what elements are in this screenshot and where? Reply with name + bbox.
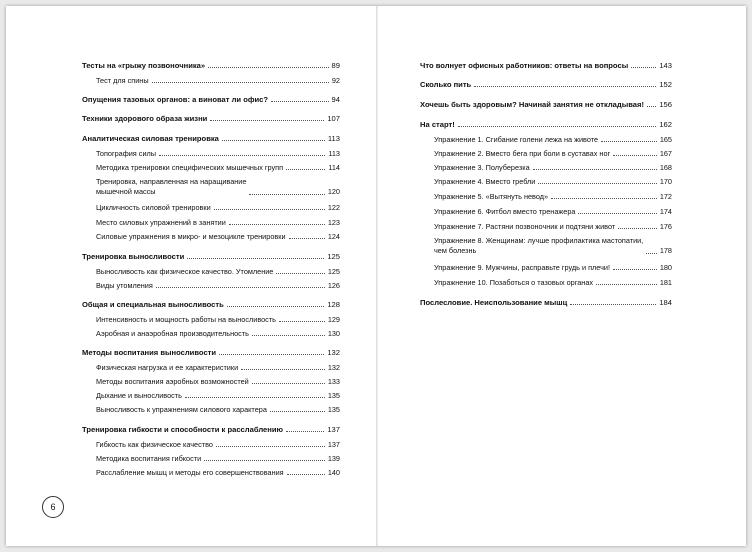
toc-entry-page: 168 [659, 163, 672, 172]
toc-entry-page: 133 [327, 377, 340, 386]
toc-entry-page: 129 [327, 315, 340, 324]
toc-entry-page: 120 [327, 187, 340, 196]
toc-entry [82, 232, 340, 241]
toc-entry [82, 440, 340, 449]
toc-entry-page: 113 [327, 134, 340, 143]
toc-entry-title: Цикличность силовой тренировки [96, 203, 211, 212]
toc-entry-page: 178 [659, 246, 672, 255]
toc-entry [82, 114, 340, 123]
book-gutter [376, 6, 378, 546]
toc-entry [420, 207, 672, 216]
toc-entry-title: Тренировка гибкости и способности к расслаблению [82, 425, 284, 434]
toc-entry-title: Методика воспитания гибкости [96, 454, 202, 463]
toc-entry-page: 123 [327, 218, 340, 227]
toc-entry-title: Опущения тазовых органов: а виноват ли офис? [82, 95, 269, 104]
toc-entry-page: 124 [327, 232, 340, 241]
book-spread [6, 6, 746, 546]
toc-entry-title-line1: Упражнение 8. Женщинам: лучше профилактика мастопатии, [434, 236, 644, 245]
toc-entry [420, 263, 672, 272]
toc-entry-title [96, 177, 246, 197]
toc-entry-page: 181 [659, 278, 672, 287]
toc-entry [420, 120, 672, 129]
toc-entry-page: 94 [331, 95, 340, 104]
toc-entry-title: Гибкость как физическое качество [96, 440, 213, 449]
toc-entry-page: 126 [327, 281, 340, 290]
toc-entry-title: Методы воспитания выносливости [82, 348, 217, 357]
toc-entry-title: Дыхание и выносливость [96, 391, 182, 400]
toc-entry [420, 163, 672, 172]
toc-entry [82, 454, 340, 463]
toc-entry [82, 468, 340, 477]
toc-entry [82, 348, 340, 357]
toc-entry-page: 156 [659, 100, 672, 109]
toc-entry-page: 180 [659, 263, 672, 272]
toc-entry-title: Силовые упражнения в микро- и мезоцикле тренировки [96, 232, 286, 241]
toc-entry-title-line2: мышечной массы [96, 187, 156, 196]
toc-entry-page: 170 [659, 177, 672, 186]
toc-entry-page: 176 [659, 222, 672, 231]
toc-entry [420, 236, 672, 256]
toc-entry-page: 132 [327, 363, 340, 372]
toc-entry [82, 76, 340, 85]
toc-entry-page: 92 [331, 76, 340, 85]
toc-entry [82, 218, 340, 227]
toc-entry-page: 113 [328, 149, 340, 158]
toc-entry-page: 125 [327, 252, 340, 261]
toc-entry [420, 192, 672, 201]
toc-entry-title: Техники здорового образа жизни [82, 114, 208, 123]
toc-entry [82, 363, 340, 372]
toc-entry-title: Тесты на «грыжу позвоночника» [82, 61, 206, 70]
toc-entry-page: 184 [659, 298, 672, 307]
toc-entry [420, 298, 672, 307]
toc-entry-page: 172 [659, 192, 672, 201]
toc-entry-page: 140 [327, 468, 340, 477]
toc-entry-title: Аэробная и анаэробная производительность [96, 329, 249, 338]
toc-entry-title: Расслабление мышц и методы его совершенствования [96, 468, 284, 477]
toc-entry-title: Что волнует офисных работников: ответы на вопросы [420, 61, 629, 70]
toc-entry-page: 174 [659, 207, 672, 216]
toc-entry-page: 130 [327, 329, 340, 338]
toc-entry-title: Послесловие. Неиспользование мышц [420, 298, 568, 307]
toc-entry [82, 281, 340, 290]
toc-entry-title: Упражнение 2. Вместо бега при боли в суставах ног [434, 149, 611, 158]
toc-entry-title: Упражнение 6. Фитбол вместо тренажера [434, 207, 576, 216]
toc-entry [82, 203, 340, 212]
toc-entry-title: Упражнение 7. Растяни позвоночник и подтяни живот [434, 222, 616, 231]
toc-entry [82, 425, 340, 434]
toc-entry [82, 315, 340, 324]
toc-entry-title: Физическая нагрузка и ее характеристики [96, 363, 239, 372]
toc-entry-page: 114 [328, 163, 340, 172]
toc-entry-title-line1: Тренировка, направленная на наращивание [96, 177, 247, 186]
toc-entry [82, 252, 340, 261]
toc-entry-title: Место силовых упражнений в занятии [96, 218, 226, 227]
toc-entry [420, 100, 672, 109]
toc-entry-page: 128 [327, 300, 340, 309]
toc-entry-page: 143 [659, 61, 672, 70]
toc-entry [420, 149, 672, 158]
toc-entry [82, 177, 340, 197]
toc-entry-page: 122 [327, 203, 340, 212]
toc-entry-title-line2: чем болезнь [434, 246, 477, 255]
toc-entry-page: 125 [327, 267, 340, 276]
toc-entry-title: На старт! [420, 120, 455, 129]
toc-entry-title: Выносливость к упражнениям силового характера [96, 405, 267, 414]
toc-entry [82, 95, 340, 104]
toc-entry [82, 329, 340, 338]
toc-entry [82, 61, 340, 70]
toc-entry-page: 152 [659, 80, 672, 89]
toc-entry [82, 267, 340, 276]
toc-entry-title: Упражнение 5. «Вытянуть невод» [434, 192, 549, 201]
toc-entry-page: 132 [327, 348, 340, 357]
toc-entry-title: Тест для спины [96, 76, 149, 85]
toc-entry-title: Аналитическая силовая тренировка [82, 134, 219, 143]
toc-entry-page: 162 [659, 120, 672, 129]
toc-entry [82, 405, 340, 414]
toc-entry-page: 89 [331, 61, 340, 70]
toc-entry-title: Методы воспитания аэробных возможностей [96, 377, 249, 386]
toc-entry-page: 137 [327, 440, 340, 449]
toc-entry-title: Сколько пить [420, 80, 472, 89]
toc-entry [82, 300, 340, 309]
toc-entry-page: 135 [327, 391, 340, 400]
toc-entry-title: Упражнение 10. Позаботься о тазовых органах [434, 278, 594, 287]
toc-entry-title: Интенсивность и мощность работы на выносливость [96, 315, 276, 324]
toc-entry-title: Хочешь быть здоровым? Начинай занятия не откладывая! [420, 100, 644, 109]
toc-entry-page: 139 [327, 454, 340, 463]
toc-entry-page: 137 [327, 425, 340, 434]
toc-entry [420, 222, 672, 231]
toc-entry [420, 80, 672, 89]
toc-entry-page: 107 [327, 114, 340, 123]
toc-entry [420, 278, 672, 287]
toc-entry [82, 149, 340, 158]
toc-entry-title: Выносливость как физическое качество. Утомление [96, 267, 274, 276]
toc-entry-page: 135 [327, 405, 340, 414]
toc-entry [420, 135, 672, 144]
toc-entry-title: Виды утомления [96, 281, 153, 290]
toc-entry-title: Топография силы [96, 149, 157, 158]
toc-entry-page: 165 [659, 135, 672, 144]
toc-entry-page: 167 [659, 149, 672, 158]
toc-entry [82, 377, 340, 386]
toc-entry [82, 163, 340, 172]
toc-entry [82, 134, 340, 143]
toc-entry [420, 177, 672, 186]
toc-entry-title: Методика тренировки специфических мышечных групп [96, 163, 284, 172]
toc-entry-title: Тренировка выносливости [82, 252, 185, 261]
toc-entry-title: Упражнение 3. Полуберезка [434, 163, 530, 172]
toc-entry-title [434, 236, 643, 256]
toc-entry-title: Упражнение 9. Мужчины, расправьте грудь и плечи! [434, 263, 610, 272]
toc-entry-title: Общая и специальная выносливость [82, 300, 224, 309]
toc-entry [420, 61, 672, 70]
toc-entry-title: Упражнение 1. Сгибание голени лежа на животе [434, 135, 599, 144]
toc-entry-title: Упражнение 4. Вместо гребли [434, 177, 536, 186]
toc-entry [82, 391, 340, 400]
page-number-badge: 6 [42, 496, 64, 518]
